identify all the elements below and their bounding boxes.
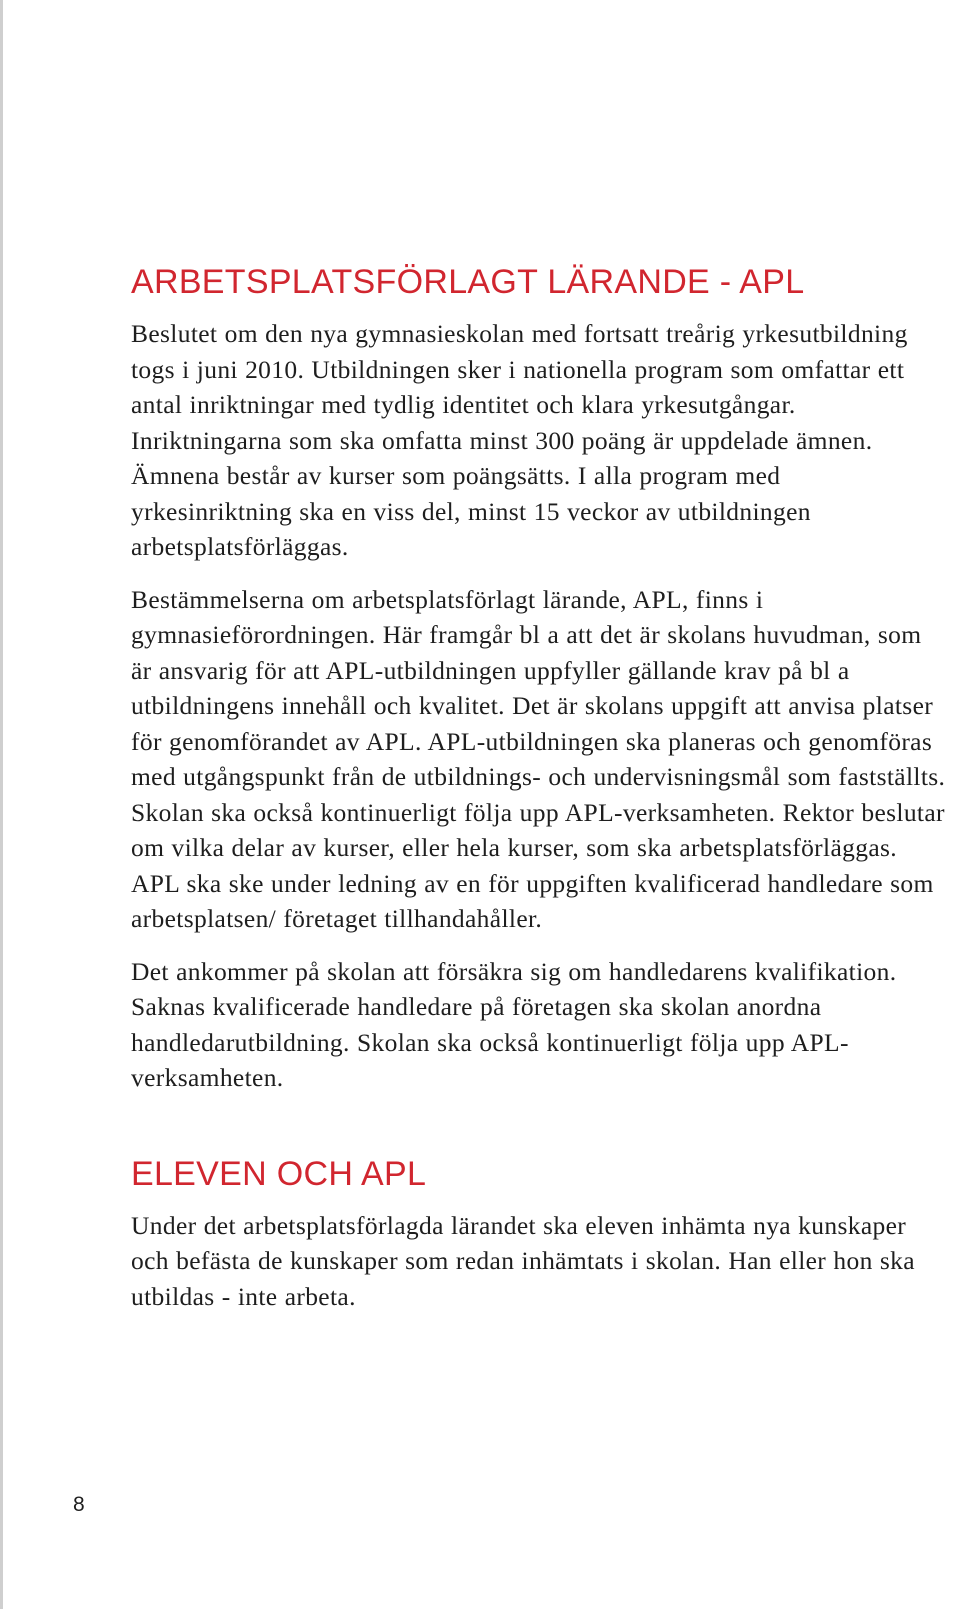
section-heading-apl: ARBETSPLATSFÖRLAGT LÄRANDE - APL <box>131 263 805 301</box>
page-edge <box>0 0 3 1609</box>
paragraph-intro: Beslutet om den nya gymnasieskolan med fortsatt treårig yrkesutbildning togs i juni 2010. Utbildningen sker i nationella program som omfattar ett antal inriktningar med tydlig identitet och klara yrkesutgångar. Inriktningarna som ska omfatta minst 300 poäng är uppdelade ämnen. Ämnena består av kurser som poängsätts. I alla program med yrkesinriktning ska en viss del, minst 15 veckor av utbildningen arbetsplatsförläggas. <box>131 319 908 561</box>
section-apl-body <box>131 316 946 1096</box>
page-content <box>131 262 946 1314</box>
section-eleven-body <box>131 1208 946 1315</box>
page-number: 8 <box>73 1493 85 1516</box>
paragraph-regulations: Bestämmelserna om arbetsplatsförlagt lärande, APL, finns i gymnasieförordningen. Här framgår bl a att det är skolans huvudman, som är ansvarig för att APL-utbildningen uppfyller gällande krav på bl a utbildningens innehåll och kvalitet. Det är skolans uppgift att anvisa platser för genomförandet av APL. APL-utbildningen ska planeras och genomföras med utgångspunkt från de utbildnings- och undervisningsmål som fastställts. Skolan ska också kontinuerligt följa upp APL-verksamheten. Rektor beslutar om vilka delar av kurser, eller hela kurser, som ska arbetsplatsförläggas. APL ska ske under ledning av en för uppgiften kvalificerad handledare som arbetsplatsen/ företaget tillhandahåller. <box>131 584 946 933</box>
paragraph-student: Under det arbetsplatsförlagda lärandet ska eleven inhämta nya kunskaper och befästa de kunskaper som redan inhämtats i skolan. Han eller hon ska utbildas - inte arbeta. <box>131 1210 915 1311</box>
section-heading-eleven: ELEVEN OCH APL <box>131 1154 427 1193</box>
paragraph-supervisor: Det ankommer på skolan att försäkra sig om handledarens kvalifikation. Saknas kvalificerade handledare på företagen ska skolan anordna handledarutbildning. Skolan ska också kontinuerligt följa upp APL-verksamheten. <box>131 956 897 1092</box>
